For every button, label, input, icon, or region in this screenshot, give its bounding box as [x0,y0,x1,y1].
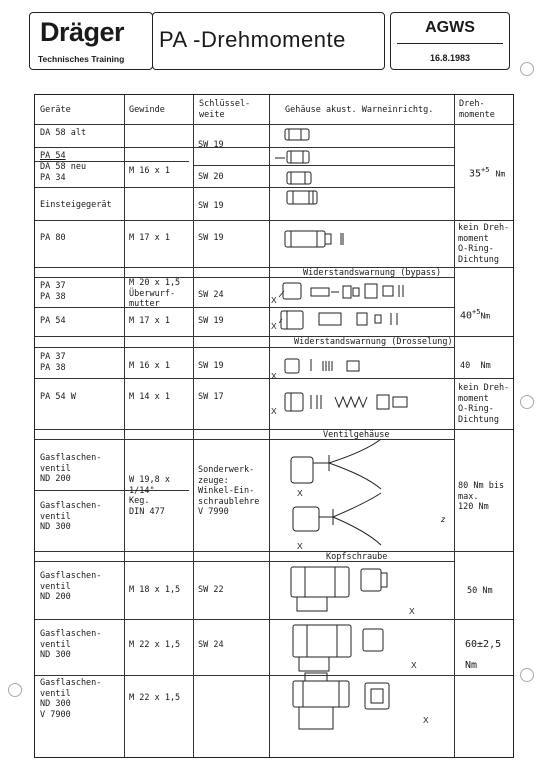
punch-hole-icon [520,395,534,409]
document-code: AGWS [425,19,475,36]
wrench-pa54w: SW 17 [198,392,224,402]
col-divider [454,95,455,757]
device-kopf-nd200: Gasflaschen- ventil ND 200 [40,571,102,602]
row-divider [35,551,513,552]
thread-kopf-v7900: M 22 x 1,5 [129,693,181,703]
torque-group2: $40^{+5}Nm$ [460,308,491,322]
wrench-pa3738-bypass: SW 24 [198,290,224,300]
device-pa80: PA 80 [40,233,66,243]
wrench-da58alt: SW 19 [198,140,224,150]
col-divider [269,95,270,757]
marker-x: X [411,660,417,670]
wrench-pa54-bypass: SW 19 [198,316,224,326]
fitting-drawing-pa80 [275,223,445,263]
torque-kopf-nd300: 60±2,5 Nm [465,639,502,671]
bypass-drawings [271,277,451,335]
device-gas-nd300: Gasflaschen- ventil ND 300 [40,501,102,532]
torque-table [34,94,514,758]
page-title: PA -Drehmomente [159,27,346,52]
device-kopf-v7900: Gasflaschen- ventil ND 300 V 7900 [40,678,102,720]
row-divider [35,267,513,268]
thread-pa54w: M 14 x 1 [129,392,170,402]
row-divider [35,220,513,221]
device-pa3738-bypass: PA 37 PA 38 [40,281,66,302]
torque-pa80: kein Dreh- moment O-Ring- Dichtung [458,223,510,265]
title-box [152,12,385,70]
brand-subtitle: Technisches Training [38,54,125,64]
device-da58neu: DA 58 neu PA 34 [40,162,87,183]
col-divider [193,95,194,757]
device-pa3738-drossel: PA 37 PA 38 [40,352,66,373]
marker-x: X [409,606,415,616]
row-divider [35,347,454,348]
thread-pa3738-bypass: M 20 x 1,5 Überwurf- mutter [129,278,181,309]
section-bypass: Widerstandswarnung (bypass) [303,268,442,278]
thread-ventil: W 19,8 x 1/14" Keg. DIN 477 [129,475,170,517]
torque-pa54w: kein Dreh- moment O-Ring- Dichtung [458,383,510,425]
device-da58alt: DA 58 alt [40,128,87,138]
header-gehaeuse: Gehäuse akust. Warneinrichtg. [285,105,434,115]
device-gas-nd200: Gasflaschen- ventil ND 200 [40,453,102,484]
row-divider [35,439,454,440]
torque-kopf-nd200: 50 Nm [467,586,493,596]
torque-group1: $35^{+5}$ Nm [469,166,506,180]
section-drosselung: Widerstandswarnung (Drosselung) [294,337,453,347]
wrench-einsteige: SW 19 [198,201,224,211]
document-date: 16.8.1983 [429,53,471,63]
wrench-da58neu: SW 20 [198,172,224,182]
device-pa54-bypass: PA 54 [40,316,66,326]
wrench-kopf-nd200: SW 22 [198,585,224,595]
brand-logo: Dräger [40,17,125,47]
thread-pa3738-drossel: M 16 x 1 [129,361,170,371]
header-geraete: Geräte [40,105,71,115]
code-divider [397,43,503,44]
wrench-pa3738-drossel: SW 19 [198,361,224,371]
torque-pa3738-drossel: 40 Nm [460,361,491,371]
punch-hole-icon [520,62,534,76]
marker-x: X [423,715,429,725]
fitting-drawings-group1 [275,125,445,220]
device-kopf-nd300: Gasflaschen- ventil ND 300 [40,629,102,660]
wrench-kopf-nd300: SW 24 [198,640,224,650]
marker-x: X [271,371,277,381]
col-divider [124,95,125,757]
thread-group1: M 16 x 1 [129,166,170,176]
punch-hole-icon [520,668,534,682]
marker-z: z [441,514,446,524]
section-ventilgehaeuse: Ventilgehäuse [323,430,390,440]
device-pa54: PA 54 [40,151,66,161]
marker-x: X [271,321,277,331]
wrench-pa80: SW 19 [198,233,224,243]
punch-hole-icon [8,683,22,697]
device-einsteigegeraet: Einsteigegerät [40,200,112,210]
marker-x: X [297,541,303,551]
thread-kopf-nd200: M 18 x 1,5 [129,585,181,595]
code-box [390,12,510,70]
logo-box [29,12,153,70]
thread-pa80: M 17 x 1 [129,233,170,243]
torque-ventil: 80 Nm bis max. 120 Nm [458,481,505,512]
header-gewinde: Gewinde [129,105,165,115]
drossel-drawings [271,349,451,427]
header-drehmomente: Dreh- momente [459,99,495,120]
row-divider [35,561,454,562]
row-divider [35,429,513,430]
thread-pa54-bypass: M 17 x 1 [129,316,170,326]
marker-x: X [271,295,277,305]
marker-x: X [297,488,303,498]
thread-kopf-nd300: M 22 x 1,5 [129,640,181,650]
header-schluesselweite: Schlüssel- weite [199,99,251,120]
marker-x: X [271,406,277,416]
section-kopfschraube: Kopfschraube [326,552,388,562]
wrench-ventil: Sonderwerk- zeuge: Winkel-Ein- schraublehre V 7990 [198,465,260,517]
device-pa54w: PA 54 W [40,392,76,402]
